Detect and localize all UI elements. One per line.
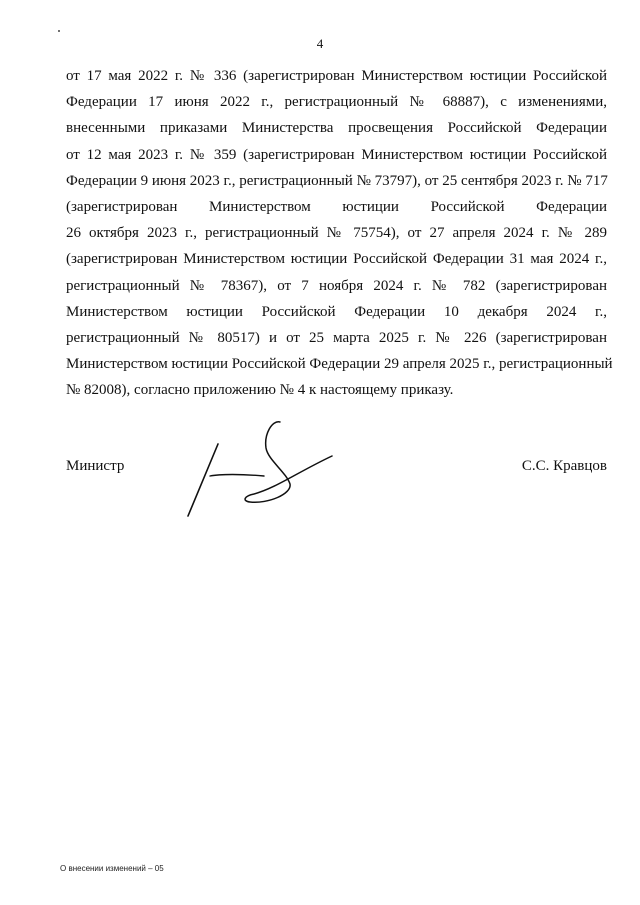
body-line: Министерством юстиции Российской Федерации 10 декабря 2024 г., xyxy=(66,303,607,320)
body-paragraph xyxy=(66,63,613,403)
body-line: (зарегистрирован Министерством юстиции Российской Федерации xyxy=(66,198,607,215)
body-line: № 82008), согласно приложению № 4 к настоящему приказу. xyxy=(66,382,454,399)
body-line: Федерации 17 июня 2022 г., регистрационный № 68887), с изменениями, xyxy=(66,94,607,111)
signer-title: Министр xyxy=(66,458,125,474)
body-line: 26 октября 2023 г., регистрационный № 75754), от 27 апреля 2024 г. № 289 xyxy=(66,225,607,242)
signer-name: С.С. Кравцов xyxy=(521,458,607,474)
page-number: 4 xyxy=(316,36,324,51)
body-line: регистрационный № 78367), от 7 ноября 2024 г. № 782 (зарегистрирован xyxy=(66,277,607,294)
body-line: (зарегистрирован Министерством юстиции Российской Федерации 31 мая 2024 г., xyxy=(66,251,607,268)
body-line: внесенными приказами Министерства просвещения Российской Федерации xyxy=(66,120,607,137)
signature-stroke xyxy=(210,475,264,477)
body-line: регистрационный № 80517) и от 25 марта 2025 г. № 226 (зарегистрирован xyxy=(66,329,607,346)
handwritten-signature xyxy=(180,414,340,524)
signature-stroke xyxy=(245,422,332,502)
body-line: Министерством юстиции Российской Федерации 29 апреля 2025 г., регистрационный xyxy=(66,356,613,373)
body-line: Федерации 9 июня 2023 г., регистрационный № 73797), от 25 сентября 2023 г. № 717 xyxy=(66,172,608,189)
body-line: от 17 мая 2022 г. № 336 (зарегистрирован Министерством юстиции Российской xyxy=(66,68,607,84)
footer-note: О внесении изменений – 05 xyxy=(60,864,164,873)
signature-stroke xyxy=(188,444,218,516)
body-line: от 12 мая 2023 г. № 359 (зарегистрирован Министерством юстиции Российской xyxy=(66,146,607,163)
scan-speck xyxy=(58,30,60,32)
